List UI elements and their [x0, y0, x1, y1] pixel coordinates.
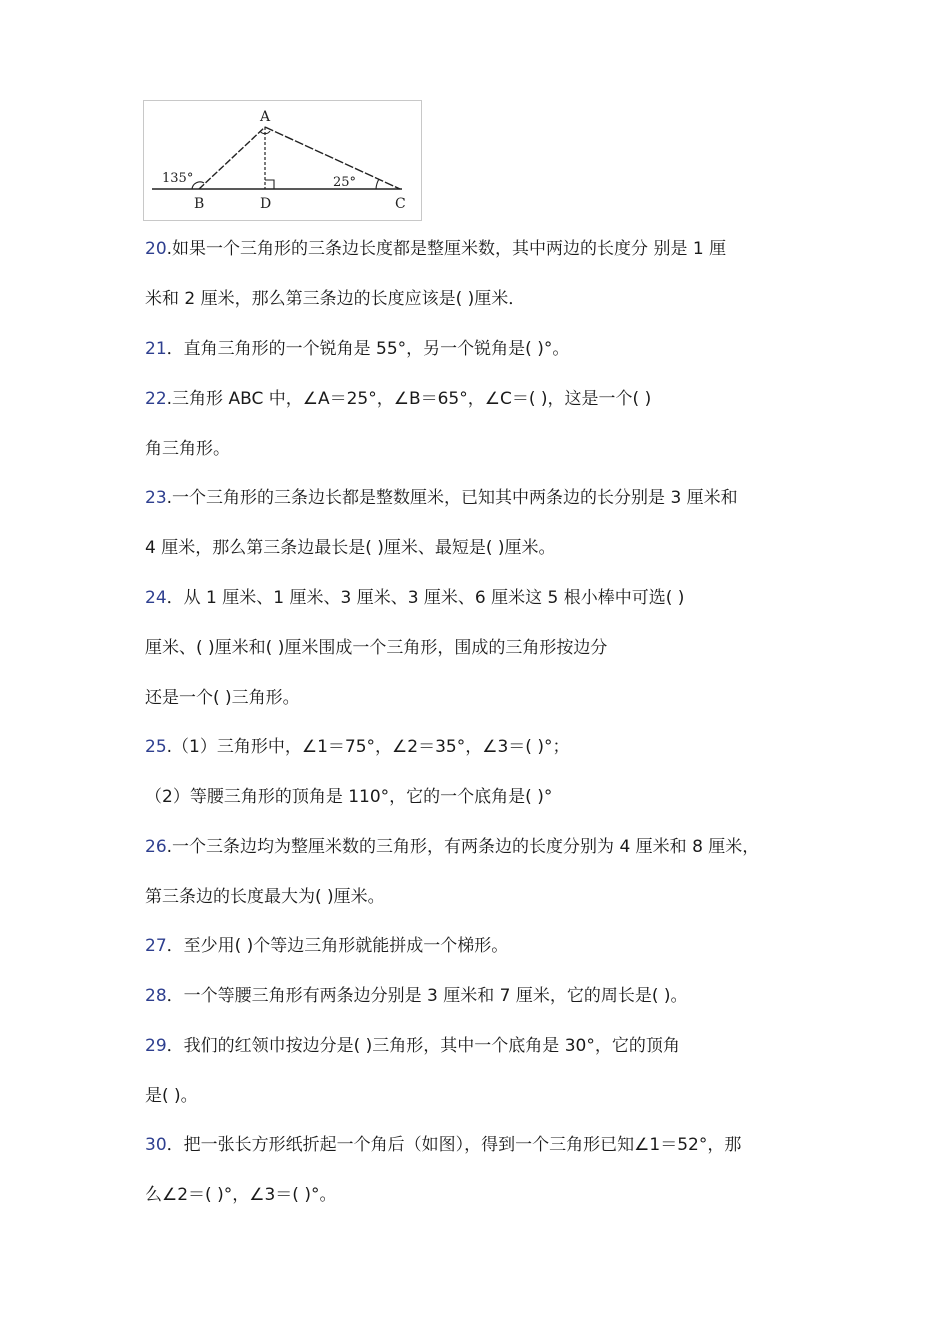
- question-30-line-2: 么∠2＝( )°，∠3＝( )°。: [145, 1185, 337, 1205]
- question-26-line-1: [145, 835, 759, 859]
- question-number: 26: [145, 837, 167, 857]
- question-number: 24: [145, 588, 167, 608]
- question-text: .一个三角形的三条边长都是整数厘米，已知其中两条边的长分别是 3 厘米和: [166, 488, 738, 508]
- question-24-line-3: 还是一个( )三角形。: [145, 688, 300, 708]
- question-text: .一个三条边均为整厘米数的三角形，有两条边的长度分别为 4 厘米和 8 厘米，: [166, 837, 760, 857]
- question-21-line-1: [145, 337, 569, 361]
- question-number: 30: [145, 1135, 167, 1155]
- label-d: D: [260, 196, 272, 212]
- question-24-line-2: 厘米、( )厘米和( )厘米围成一个三角形，围成的三角形按边分: [145, 638, 608, 658]
- question-27-line-1: [145, 934, 508, 958]
- question-25-line-2: （2）等腰三角形的顶角是 110°，它的一个底角是( )°: [145, 787, 553, 807]
- label-b: B: [194, 196, 205, 212]
- triangle-diagram: [144, 101, 421, 220]
- question-28-line-1: [145, 984, 688, 1008]
- question-number: 27: [145, 936, 167, 956]
- triangle-figure: [143, 100, 422, 221]
- question-29-line-2: 是( )。: [145, 1086, 198, 1106]
- question-text: .三角形 ABC 中，∠A＝25°，∠B＝65°，∠C＝( )，这是一个( ): [166, 389, 652, 409]
- question-23-line-1: [145, 486, 738, 510]
- question-number: 20: [145, 239, 167, 259]
- question-text: ．至少用( )个等边三角形就能拼成一个梯形。: [166, 936, 509, 956]
- question-number: 28: [145, 986, 167, 1006]
- question-text: ．直角三角形的一个锐角是 55°，另一个锐角是( )°。: [166, 339, 570, 359]
- side-ab: [199, 127, 265, 189]
- question-text: ．把一张长方形纸折起一个角后（如图），得到一个三角形已知∠1＝52°，那: [166, 1135, 742, 1155]
- question-22-line-2: 角三角形。: [145, 439, 230, 459]
- question-23-line-2: 4 厘米，那么第三条边最长是( )厘米、最短是( )厘米。: [145, 538, 556, 558]
- question-text: .（1）三角形中，∠1＝75°，∠2＝35°，∠3＝( )°；: [166, 737, 570, 757]
- question-20-line-2: 米和 2 厘米，那么第三条边的长度应该是( )厘米．: [145, 289, 526, 309]
- question-29-line-1: [145, 1034, 680, 1058]
- right-angle-mark: [265, 180, 274, 189]
- question-number: 22: [145, 389, 167, 409]
- question-26-line-2: 第三条边的长度最大为( )厘米。: [145, 887, 385, 907]
- question-number: 29: [145, 1036, 167, 1056]
- question-number: 23: [145, 488, 167, 508]
- question-text: ．我们的红领巾按边分是( )三角形，其中一个底角是 30°，它的顶角: [166, 1036, 680, 1056]
- question-text: .如果一个三角形的三条边长度都是整厘米数，其中两边的长度分 别是 1 厘: [166, 239, 727, 259]
- question-22-line-1: [145, 387, 651, 411]
- angle-c-arc: [376, 179, 379, 189]
- question-text: ．一个等腰三角形有两条边分别是 3 厘米和 7 厘米，它的周长是( )。: [166, 986, 688, 1006]
- label-angle-c: 25°: [333, 175, 357, 190]
- question-24-line-1: [145, 586, 684, 610]
- label-a: A: [260, 109, 271, 125]
- question-30-line-1: [145, 1133, 741, 1157]
- label-c: C: [395, 196, 406, 212]
- question-text: ．从 1 厘米、1 厘米、3 厘米、3 厘米、6 厘米这 5 根小棒中可选( ): [166, 588, 685, 608]
- question-number: 25: [145, 737, 167, 757]
- question-25-line-1: [145, 735, 569, 759]
- question-number: 21: [145, 339, 167, 359]
- question-20-line-1: [145, 237, 726, 261]
- label-angle-b: 135°: [162, 171, 194, 186]
